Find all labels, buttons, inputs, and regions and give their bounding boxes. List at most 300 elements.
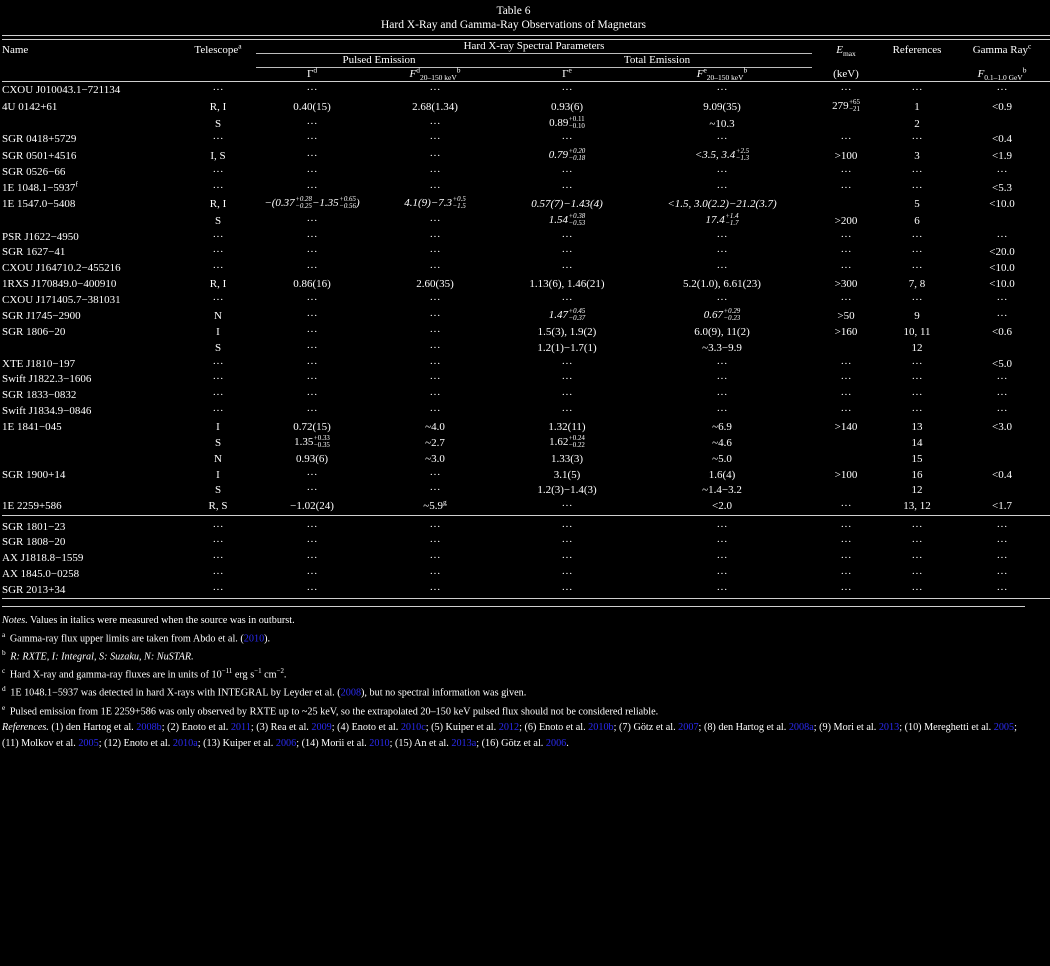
footnote-c-post: . <box>283 669 287 681</box>
pulsed-flux-cell <box>368 551 502 567</box>
uncertainty-lower: −0.22 <box>568 442 585 450</box>
total-photon-index-cell <box>502 180 632 196</box>
pulsed-flux-cell-footnote: g <box>442 497 447 507</box>
source-name: 1E 1841−045 <box>2 420 62 433</box>
source-name <box>2 340 180 356</box>
pulsed-flux-cell <box>368 467 502 483</box>
total-flux-cell <box>632 372 812 388</box>
emax-cell <box>812 164 880 180</box>
footnote-c-exp3: −2 <box>276 668 284 676</box>
total-photon-index-cell <box>502 213 632 230</box>
col-header-telescope-label: Telescope <box>194 44 239 57</box>
source-name: 1E 2259+586 <box>2 500 62 513</box>
telescope-cell-value: N <box>214 452 222 465</box>
pulsed-flux-cell-value: ··· <box>429 357 441 370</box>
pulsed-flux-cell <box>368 229 502 245</box>
references-label: References. <box>2 721 49 733</box>
total-flux-cell <box>632 419 812 435</box>
emax-cell <box>812 261 880 277</box>
gamma-ray-flux-cell <box>954 213 1050 230</box>
pulsed-flux-cell <box>368 99 502 116</box>
total-photon-index-cell <box>502 99 632 116</box>
total-flux-cell-value: 5.2(1.0), 6.61(23) <box>683 277 761 290</box>
emax-cell-value: >160 <box>834 326 858 339</box>
source-name: PSR J1622−4950 <box>2 230 79 243</box>
pulsed-flux-cell-value: 2.68(1.34) <box>412 100 458 113</box>
reference-year-link[interactable]: 2012 <box>498 721 520 733</box>
gamma-ray-flux-cell <box>954 308 1050 325</box>
gamma-ray-flux-cell <box>954 551 1050 567</box>
pulsed-gamma-footnote: d <box>313 65 318 75</box>
reference-year-link[interactable]: 2007 <box>678 721 699 733</box>
reference-year-link[interactable]: 2009 <box>311 721 332 733</box>
pulsed-photon-index-cell <box>256 99 368 116</box>
uncertainty-lower: −21 <box>849 106 860 114</box>
total-flux-cell-value: ··· <box>716 373 728 386</box>
references-cell <box>880 180 954 196</box>
total-flux-symbol: F <box>696 67 704 80</box>
references-cell-value: ··· <box>911 293 923 306</box>
reference-year-link[interactable]: 2010a <box>172 737 198 749</box>
emax-cell <box>812 292 880 308</box>
pulsed-flux-cell-value: ··· <box>429 326 441 339</box>
source-name <box>2 213 180 230</box>
footnote-a-pre: Gamma-ray flux upper limits are taken from Abdo et al. ( <box>7 633 244 645</box>
total-flux-cell <box>632 292 812 308</box>
telescope-cell <box>180 213 256 230</box>
emax-subscript: max <box>842 49 856 59</box>
references-cell <box>880 467 954 483</box>
gamma-flux-unit-footnote: b <box>1022 65 1027 75</box>
source-name: 1E $1048.1-5937^f$ <box>2 178 78 194</box>
uncertainty-range <box>568 214 585 228</box>
gamma-ray-flux-cell-value: ··· <box>996 84 1008 97</box>
emax-cell-value: >140 <box>834 420 858 433</box>
gamma-ray-flux-cell-value: ··· <box>996 293 1008 306</box>
references-cell <box>880 340 954 356</box>
reference-author: Morii et al. <box>318 737 370 749</box>
emax-cell <box>812 148 880 165</box>
pulsed-photon-index-cell <box>256 435 368 452</box>
footnote-b <box>2 647 1025 665</box>
references-cell <box>880 419 954 435</box>
source-name: SGR 1627−41 <box>2 246 66 259</box>
references-cell <box>880 499 954 515</box>
total-flux-cell-value: ··· <box>716 520 728 533</box>
table-row <box>2 213 1050 230</box>
references-cell <box>880 483 954 499</box>
references-cell-value: ··· <box>911 520 923 533</box>
gamma-ray-flux-cell-value: <1.7 <box>992 500 1012 513</box>
total-flux-cell <box>632 115 812 132</box>
emax-cell <box>812 213 880 230</box>
pulsed-photon-index-cell-value: −1.02(24) <box>290 500 334 513</box>
pulsed-photon-index-cell-value: ··· <box>306 567 318 580</box>
pulsed-flux-cell <box>368 196 502 213</box>
total-flux-cell-value: ··· <box>716 552 728 565</box>
uncertainty-lower: −0.18 <box>568 155 586 163</box>
pulsed-photon-index-cell-value: ··· <box>306 373 318 386</box>
footnote-marker-telescope: a <box>238 41 242 51</box>
pulsed-photon-index-cell <box>256 261 368 277</box>
total-photon-index-cell-value: ··· <box>561 520 573 533</box>
table-row <box>2 356 1050 372</box>
total-flux-cell <box>632 276 812 292</box>
emax-cell-value: ··· <box>840 583 852 596</box>
table-row <box>2 196 1050 213</box>
table-row <box>2 245 1050 261</box>
gamma-ray-flux-cell-value: <3.0 <box>992 420 1012 433</box>
reference-number: (10) <box>904 721 922 733</box>
pulsed-photon-index-cell <box>256 535 368 551</box>
references-cell <box>880 582 954 598</box>
total-flux-cell <box>632 467 812 483</box>
gamma-ray-flux-cell <box>954 356 1050 372</box>
pulsed-flux-cell <box>368 245 502 261</box>
reference-year-link[interactable]: 2010b <box>588 721 614 733</box>
total-flux-cell <box>632 435 812 452</box>
telescope-cell <box>180 582 256 598</box>
reference-number: (1) <box>48 721 64 733</box>
pulsed-photon-index-cell-value: 0.93(6) <box>295 452 329 465</box>
reference-author: Götz et al. <box>498 737 546 749</box>
references-cell-value: 7, 8 <box>908 277 926 290</box>
references-cell <box>880 388 954 404</box>
pulsed-photon-index-cell <box>256 132 368 148</box>
uncertainty-upper: +0.38 <box>568 212 586 220</box>
references-cell <box>880 148 954 165</box>
reference-author: An et al. <box>412 737 452 749</box>
emax-cell <box>812 196 880 213</box>
uncertainty-upper: +0.33 <box>313 435 330 443</box>
col-header-references: References <box>892 44 942 57</box>
total-flux-unit-footnote: b <box>743 65 748 75</box>
reference-year-link[interactable]: 2013a <box>451 737 477 749</box>
total-photon-index-cell <box>502 452 632 468</box>
gamma-ray-flux-cell-value: ··· <box>996 373 1008 386</box>
reference-number: (3) <box>256 721 269 733</box>
uncertainty-lower: −0.35 <box>313 442 330 450</box>
uncertainty-lower: −1.7 <box>725 219 739 227</box>
uncertainty-range <box>295 197 312 211</box>
reference-number: (4) <box>337 721 350 733</box>
uncertainty-range <box>569 436 585 450</box>
references-cell-value: 1 <box>914 100 920 113</box>
table-notes <box>2 606 1025 751</box>
footnote-c-exp1: −11 <box>221 668 233 676</box>
source-name <box>2 115 180 132</box>
telescope-cell-value: ··· <box>212 293 224 306</box>
pulsed-photon-index-cell-value: 0.40(15) <box>293 100 331 113</box>
gamma-ray-flux-cell <box>954 196 1050 213</box>
gamma-group-label: Gamma Ray <box>972 44 1028 57</box>
pulsed-flux-cell <box>368 372 502 388</box>
total-flux-cell <box>632 403 812 419</box>
pulsed-photon-index-cell <box>256 148 368 165</box>
reference-year-link[interactable]: 2010c <box>400 721 426 733</box>
source-name: SGR 1801−23 <box>2 520 66 533</box>
emax-cell-value: ··· <box>840 357 852 370</box>
reference-year-link[interactable]: 2005 <box>993 721 1015 733</box>
pulsed-flux-cell <box>368 435 502 452</box>
pulsed-flux-cell <box>368 292 502 308</box>
reference-number: (11) <box>2 737 19 749</box>
uncertainty-upper: +0.24 <box>568 435 585 443</box>
gamma-ray-flux-cell-value: <1.9 <box>992 150 1012 163</box>
emax-cell <box>812 99 880 116</box>
gamma-ray-flux-cell <box>954 582 1050 598</box>
reference-year-link[interactable]: 2011 <box>230 721 251 733</box>
telescope-cell-value: ··· <box>212 262 224 275</box>
references-cell <box>880 115 954 132</box>
gamma-flux-band: 0.1–1.0 GeV <box>984 73 1023 83</box>
table-row <box>2 535 1050 551</box>
col-header-pulsed-photon-index <box>256 67 368 81</box>
total-flux-cell-value: ··· <box>716 583 728 596</box>
gamma-ray-flux-cell-value: <10.0 <box>989 198 1015 211</box>
telescope-cell <box>180 519 256 535</box>
emax-cell-value: >300 <box>834 277 858 290</box>
pulsed-photon-index-cell-value: −(0.37 +0.28 −0.25 −1.35 +0.65 −0.56 ) <box>264 196 360 211</box>
emax-cell-value: ··· <box>840 230 852 243</box>
reference-author: Kuiper et al. <box>220 737 276 749</box>
total-photon-index-cell <box>502 132 632 148</box>
pulsed-flux-cell-value: ··· <box>429 567 441 580</box>
references-list <box>2 722 1017 749</box>
pulsed-flux-cell <box>368 535 502 551</box>
telescope-cell <box>180 499 256 515</box>
gamma-ray-flux-cell <box>954 292 1050 308</box>
table-row <box>2 340 1050 356</box>
total-flux-cell <box>632 535 812 551</box>
references-cell-value: ··· <box>911 84 923 97</box>
pulsed-photon-index-cell-value: ··· <box>306 246 318 259</box>
footnote-c-mid1: erg s <box>232 669 255 681</box>
total-photon-index-cell <box>502 372 632 388</box>
gamma-ray-flux-cell <box>954 99 1050 116</box>
pulsed-flux-cell <box>368 276 502 292</box>
pulsed-photon-index-cell-value: ··· <box>306 165 318 178</box>
total-flux-cell-value: ··· <box>716 246 728 259</box>
table-row <box>2 435 1050 452</box>
pulsed-flux-cell-value: ··· <box>429 133 441 146</box>
emax-cell <box>812 519 880 535</box>
total-photon-index-cell <box>502 164 632 180</box>
reference-number: (9) <box>819 721 831 733</box>
source-name: SGR 2013+34 <box>2 583 66 596</box>
emax-cell <box>812 340 880 356</box>
telescope-cell <box>180 403 256 419</box>
total-flux-cell-value: 6.0(9), 11(2) <box>694 326 750 339</box>
references-cell-value: ··· <box>911 536 923 549</box>
pulsed-flux-cell-value: ~3.0 <box>425 452 445 465</box>
telescope-cell-value: ··· <box>212 583 224 596</box>
footnote-d-link[interactable]: 2008 <box>340 687 362 699</box>
telescope-cell <box>180 483 256 499</box>
pulsed-flux-cell-value: ··· <box>429 181 441 194</box>
source-name <box>2 483 180 499</box>
gamma-ray-flux-cell <box>954 403 1050 419</box>
telescope-cell <box>180 196 256 213</box>
source-name-footnote: f <box>75 178 78 188</box>
telescope-cell-value: R, S <box>208 500 228 513</box>
emax-cell-value: >100 <box>834 468 858 481</box>
table-row <box>2 325 1050 341</box>
pulsed-flux-cell-value: ··· <box>429 520 441 533</box>
total-flux-cell <box>632 148 812 165</box>
table-row <box>2 229 1050 245</box>
reference-year-link[interactable]: 2006 <box>275 737 297 749</box>
total-photon-index-cell-value: ··· <box>561 133 573 146</box>
footnote-e <box>2 702 1025 720</box>
total-photon-index-cell-value: 1.62 +0.24 −0.22 <box>549 435 585 450</box>
note-general <box>2 613 1025 629</box>
reference-number: (6) <box>524 721 537 733</box>
references-cell <box>880 356 954 372</box>
reference-year-link[interactable]: 2006 <box>545 737 567 749</box>
pulsed-photon-index-cell <box>256 180 368 196</box>
table-row <box>2 582 1050 598</box>
pulsed-flux-cell-value: ··· <box>429 583 441 596</box>
total-photon-index-cell-value: 0.93(6) <box>550 100 584 113</box>
pulsed-photon-index-cell <box>256 340 368 356</box>
total-photon-index-cell <box>502 276 632 292</box>
telescope-cell <box>180 132 256 148</box>
uncertainty-lower: −0.56 <box>339 203 356 211</box>
total-flux-footnote: e <box>703 65 707 75</box>
emax-cell <box>812 372 880 388</box>
telescope-cell <box>180 452 256 468</box>
total-photon-index-cell-value: ··· <box>561 246 573 259</box>
gamma-ray-flux-cell <box>954 245 1050 261</box>
gamma-ray-flux-cell <box>954 148 1050 165</box>
telescope-cell <box>180 99 256 116</box>
total-flux-cell-value: 17.4 +1.4 −1.7 <box>705 212 739 227</box>
telescope-cell <box>180 276 256 292</box>
pulsed-flux-cell <box>368 213 502 230</box>
reference-separator: ; <box>698 721 704 733</box>
references-cell-value: ··· <box>911 567 923 580</box>
total-photon-index-cell-value: 0.57(7)−1.43(4) <box>531 198 603 211</box>
reference-author: Rea et al. <box>268 721 312 733</box>
reference-year-link[interactable]: 2010 <box>369 737 390 749</box>
reference-year-link[interactable]: 2005 <box>78 737 99 749</box>
total-photon-index-cell-value: 1.33(3) <box>550 452 584 465</box>
total-photon-index-cell <box>502 325 632 341</box>
footnote-d-marker: d <box>2 684 6 694</box>
pulsed-flux-cell <box>368 567 502 583</box>
total-flux-cell-value: ··· <box>716 357 728 370</box>
reference-number: (5) <box>431 721 443 733</box>
table-row <box>2 148 1050 165</box>
reference-separator: ; <box>899 721 905 733</box>
reference-number: (16) <box>481 737 499 749</box>
emax-cell-value: ··· <box>840 165 852 178</box>
pulsed-flux-cell-value: ··· <box>429 150 441 163</box>
emax-cell <box>812 356 880 372</box>
telescope-cell-value: ··· <box>212 357 224 370</box>
footnote-a <box>2 629 1025 647</box>
table-row <box>2 115 1050 132</box>
telescope-cell-value: S <box>214 484 222 497</box>
pulsed-flux-cell-value: ··· <box>429 389 441 402</box>
footnote-a-marker: a <box>2 629 6 639</box>
references-cell <box>880 245 954 261</box>
references-cell <box>880 229 954 245</box>
table-row <box>2 83 1050 99</box>
pulsed-photon-index-cell-value: ··· <box>306 536 318 549</box>
references-cell-value: 12 <box>911 341 923 354</box>
references-cell-value: ··· <box>911 389 923 402</box>
table-title: Hard X-Ray and Gamma-Ray Observations of Magnetars <box>380 19 647 32</box>
telescope-cell-value: S <box>214 117 222 130</box>
total-flux-cell-value: ··· <box>716 404 728 417</box>
footnote-e-marker: e <box>2 702 6 712</box>
source-name: XTE J1810−197 <box>2 357 76 370</box>
pulsed-photon-index-cell-value: ··· <box>306 389 318 402</box>
total-flux-cell <box>632 567 812 583</box>
telescope-cell-value: ··· <box>212 133 224 146</box>
table-row <box>2 388 1050 404</box>
reference-year-link[interactable]: 2008a <box>788 721 814 733</box>
uncertainty-lower: −1.5 <box>452 203 466 211</box>
uncertainty-upper: +2.5 <box>735 148 750 156</box>
uncertainty-lower: −1.3 <box>735 155 750 163</box>
table-row <box>2 551 1050 567</box>
total-flux-cell-value: <2.0 <box>712 500 732 513</box>
gamma-ray-flux-cell-value: <20.0 <box>989 246 1015 259</box>
reference-author: Götz et al. <box>630 721 679 733</box>
uncertainty-lower: −0.37 <box>568 315 586 323</box>
pulsed-flux-cell <box>368 388 502 404</box>
pulsed-flux-unit-footnote: b <box>456 65 461 75</box>
references-cell <box>880 308 954 325</box>
total-photon-index-cell <box>502 582 632 598</box>
gamma-ray-flux-cell <box>954 372 1050 388</box>
references-cell <box>880 99 954 116</box>
reference-year-link[interactable]: 2008b <box>136 721 162 733</box>
reference-year-link[interactable]: 2013 <box>878 721 900 733</box>
total-flux-cell <box>632 483 812 499</box>
emax-cell-value: ··· <box>840 567 852 580</box>
reference-separator: ; <box>296 737 302 749</box>
pulsed-photon-index-cell <box>256 229 368 245</box>
source-name: SGR 1808−20 <box>2 536 66 549</box>
references-cell-value: 13 <box>911 420 923 433</box>
emax-cell <box>812 419 880 435</box>
total-photon-index-cell-value: 0.89 +0.11 −0.10 <box>549 115 585 130</box>
emax-cell-value: ··· <box>840 404 852 417</box>
gamma-ray-flux-cell-value: <0.4 <box>992 133 1012 146</box>
pulsed-photon-index-cell <box>256 519 368 535</box>
table-row <box>2 567 1050 583</box>
emax-cell <box>812 245 880 261</box>
references-cell-value: ··· <box>911 552 923 565</box>
uncertainty-range <box>568 309 585 323</box>
total-flux-cell <box>632 325 812 341</box>
references-cell <box>880 567 954 583</box>
total-flux-cell-value: ~6.9 <box>712 420 732 433</box>
source-name: SGR 1806−20 <box>2 326 66 339</box>
total-flux-cell-value: ··· <box>716 536 728 549</box>
pulsed-photon-index-cell <box>256 483 368 499</box>
footnote-a-link[interactable]: 2010 <box>243 633 265 645</box>
references-cell-value: 16 <box>911 468 923 481</box>
uncertainty-range <box>452 197 465 211</box>
uncertainty-range <box>339 197 356 211</box>
references-cell-value: ··· <box>911 133 923 146</box>
pulsed-flux-cell-value: ··· <box>429 536 441 549</box>
